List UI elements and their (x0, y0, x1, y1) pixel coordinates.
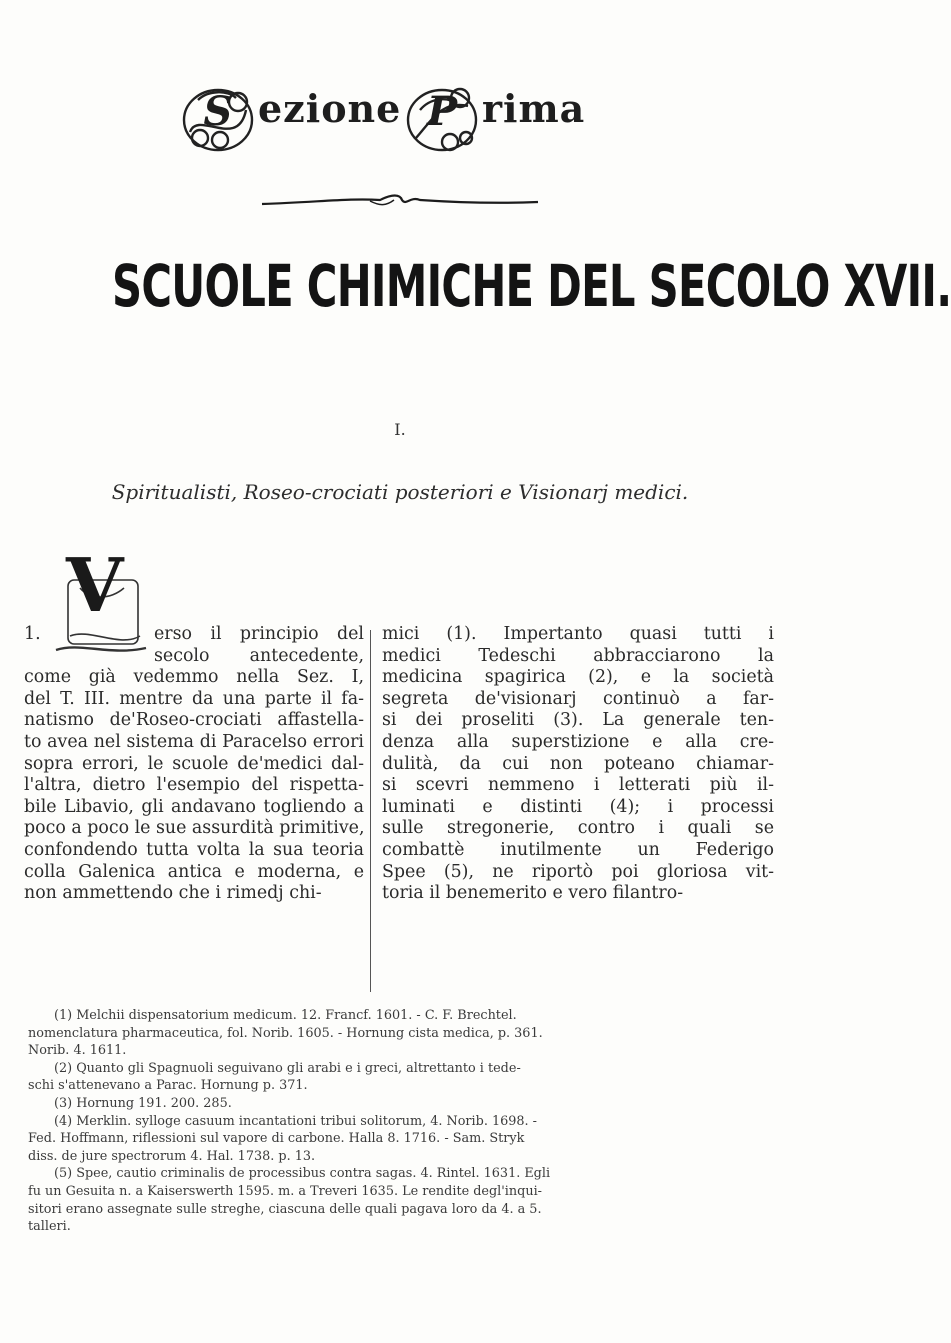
text-line: colla Galenica antica e moderna, e (24, 861, 364, 882)
drop-cap (50, 543, 150, 656)
footnote-line: (4) Merklin. sylloge casuum incantationi tribui solitorum, 4. Norib. 1698. - (54, 1113, 537, 1129)
section-heading (170, 80, 630, 170)
text-line: del T. III. mentre da una parte il fa- (24, 688, 364, 709)
flourish-divider-icon (260, 192, 540, 210)
drop-cap-letter: V (66, 543, 124, 629)
text-line: si dei proseliti (3). La generale ten- (382, 710, 774, 731)
section-subtitle: Spiritualisti, Roseo-crociati posteriori e Visionarj medici. (111, 480, 689, 504)
text-line: combattè inutilmente un Federigo (382, 839, 774, 860)
footnotes (28, 1007, 772, 1236)
footnote-line: (2) Quanto gli Spagnuoli seguivano gli arabi e i greci, altrettanto i tede- (54, 1060, 521, 1076)
text-line: natismo de'Roseo-crociati affastella- (24, 710, 364, 731)
text-line: confondendo tutta volta la sua teoria (24, 839, 364, 860)
footnote (28, 1007, 772, 1060)
text-line: l'altra, dietro l'esempio del rispetta- (24, 775, 364, 796)
text-line: to avea nel sistema di Paracelso errori (24, 731, 364, 752)
footnote-line: talleri. (28, 1219, 71, 1235)
chapter-title: SCUOLE CHIMICHE DEL SECOLO XVII. (112, 252, 951, 320)
text-line: dulità, da cui non poteano chiamar- (382, 753, 774, 774)
text-column-left (24, 543, 365, 994)
text-line: non ammettendo che i rimedj chi- (24, 883, 322, 904)
text-line: Spee (5), ne riportò poi gloriosa vit- (382, 861, 774, 882)
section-number: I. (394, 420, 406, 439)
text-column-right (382, 624, 774, 994)
text-line: erso il principio del (154, 624, 364, 644)
text-line: luminati e distinti (4); i processi (382, 796, 774, 817)
text-line: sulle stregonerie, contro i quali se (382, 818, 774, 839)
footnote (28, 1060, 772, 1095)
footnote-line: schi s'attenevano a Parac. Hornung p. 371. (28, 1078, 308, 1094)
initial-letter: S (203, 88, 233, 135)
text-line: sopra errori, le scuole de'medici dal- (24, 753, 364, 774)
ornamental-initial-s (178, 80, 258, 160)
text-line: denza alla superstizione e alla cre- (382, 731, 774, 752)
footnote-line: (1) Melchii dispensatorium medicum. 12. Francf. 1601. - C. F. Brechtel. (54, 1008, 517, 1023)
heading-word-2: rima (482, 86, 586, 131)
footnote-line: fu un Gesuita n. a Kaiserswerth 1595. m. a Treveri 1635. Le rendite degl'inqui- (28, 1183, 542, 1199)
text-line: medici Tedeschi abbracciarono la (382, 645, 774, 666)
column-divider (370, 630, 371, 992)
right-column-lines (382, 624, 774, 905)
footnote-line: Fed. Hoffmann, riflessioni sul vapore di carbone. Halla 8. 1716. - Sam. Stryk (28, 1131, 525, 1147)
footnote-line: sitori erano assegnate sulle streghe, ciascuna delle quali pagava loro da 4. a 5. (28, 1201, 542, 1217)
footnote-line: (3) Hornung 191. 200. 285. (54, 1095, 232, 1111)
heading-word-1: ezione (258, 86, 402, 131)
text-line: secolo antecedente, (154, 645, 364, 666)
text-line: medicina spagirica (2), e la società (382, 667, 774, 688)
text-line: bile Libavio, gli andavano togliendo a (24, 796, 364, 817)
footnote-line: (5) Spee, cautio criminalis de processibus contra sagas. 4. Rintel. 1631. Egli (54, 1166, 551, 1182)
text-line: poco a poco le sue assurdità primitive, (24, 818, 365, 839)
left-column-lines (24, 624, 364, 905)
text-line: segreta de'visionarj continuò a far- (382, 688, 774, 709)
text-line: mici (1). Impertanto quasi tutti i (382, 624, 774, 644)
text-line: come già vedemmo nella Sez. I, (24, 667, 364, 688)
footnote (28, 1165, 772, 1235)
footnote (28, 1113, 772, 1166)
footnote-line: Norib. 4. 1611. (28, 1043, 127, 1059)
ornamental-initial-p (402, 80, 482, 160)
footnote (28, 1095, 772, 1113)
footnote-line: diss. de jure spectrorum 4. Hal. 1738. p. 13. (28, 1148, 316, 1164)
text-line: toria il benemerito e vero filantro- (382, 883, 684, 904)
footnote-line: nomenclatura pharmaceutica, fol. Norib. 1605. - Hornung cista medica, p. 361. (28, 1025, 543, 1041)
text-line: si scevri nemmeno i letterati più il- (382, 775, 774, 796)
paragraph-number: 1. (24, 624, 41, 644)
initial-letter: P (426, 88, 458, 135)
